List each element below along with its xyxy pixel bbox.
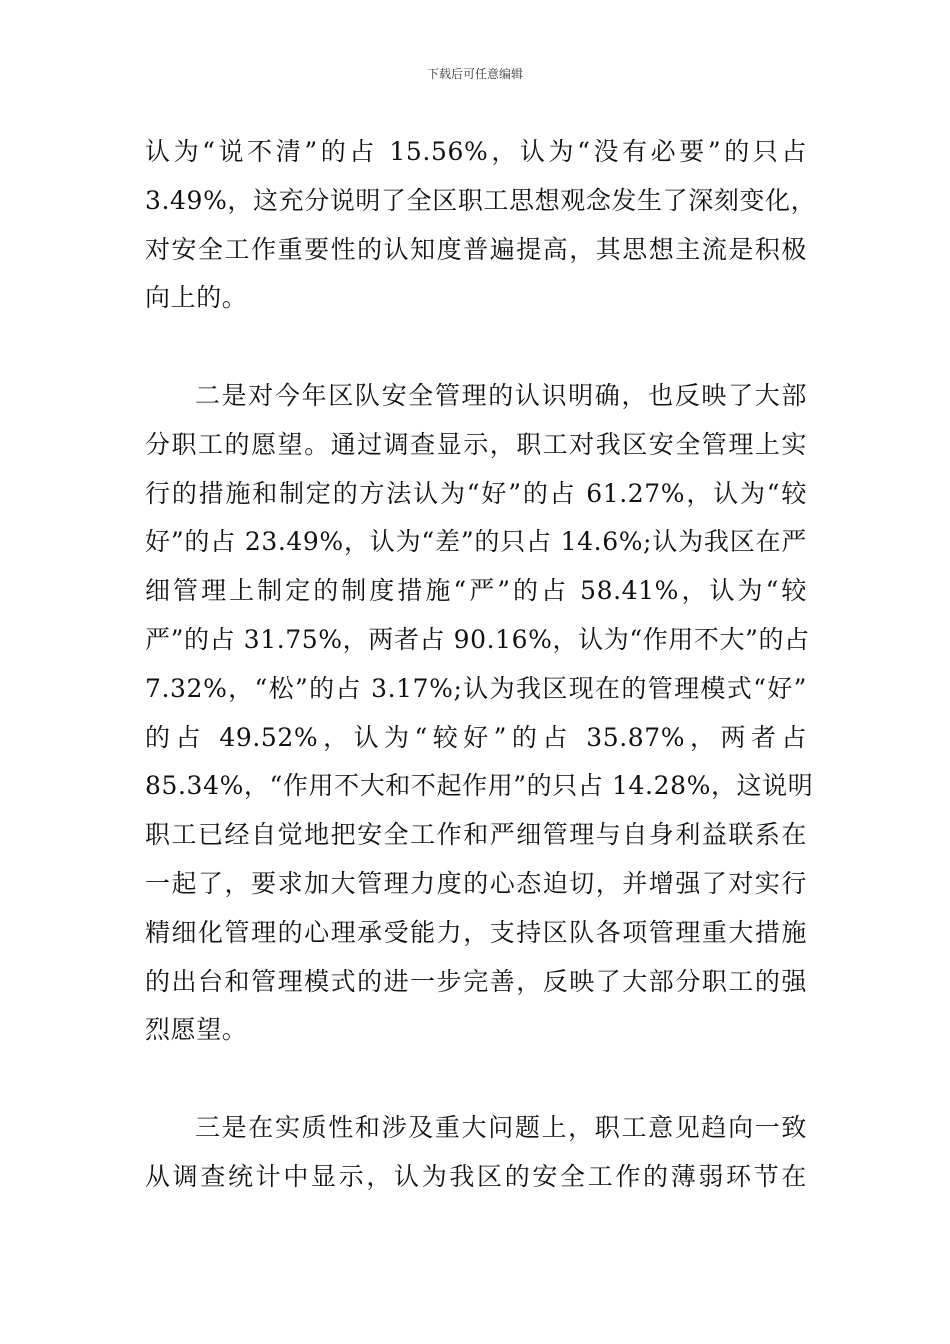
text-line: 向上的。 — [145, 283, 248, 313]
paragraph-1 — [145, 128, 817, 323]
text-line: 二是对今年区队安全管理的认识明确，也反映了大部 — [195, 380, 807, 410]
text-line: 烈愿望。 — [145, 1015, 248, 1045]
text-line: 精细化管理的心理承受能力，支持区队各项管理重大措施 — [145, 917, 807, 947]
paragraph-2 — [145, 372, 814, 1055]
text-line: 行的措施和制定的方法认为“好”的占 61.27%，认为“较 — [145, 478, 807, 508]
text-line: 一起了，要求加大管理力度的心态迫切，并增强了对实行 — [145, 868, 807, 898]
text-line: 从调查统计中显示，认为我区的安全工作的薄弱环节在 — [145, 1161, 807, 1191]
text-line: 对安全工作重要性的认知度普遍提高，其思想主流是积极 — [145, 234, 807, 264]
paragraph-3 — [145, 1104, 807, 1202]
text-line: 分职工的愿望。通过调查显示，职工对我区安全管理上实 — [145, 429, 807, 459]
text-line: 好”的占 23.49%，认为“差”的只占 14.6%;认为我区在严 — [145, 527, 807, 557]
text-line: 职工已经自觉地把安全工作和严细管理与自身利益联系在 — [145, 820, 807, 850]
text-line: 认为“说不清”的占 15.56%，认为“没有必要”的只占 — [145, 137, 807, 166]
paragraph-gap — [145, 1055, 807, 1104]
text-line: 的占 49.52%，认为“较好”的占 35.87%，两者占 — [145, 722, 807, 752]
document-body — [145, 128, 817, 1202]
text-line: 严”的占 31.75%，两者占 90.16%，认为“作用不大”的占 — [145, 624, 810, 654]
text-line: 的出台和管理模式的进一步完善，反映了大部分职工的强 — [145, 966, 807, 996]
text-line: 细管理上制定的制度措施“严”的占 58.41%，认为“较 — [145, 576, 807, 606]
paragraph-gap — [145, 323, 807, 372]
page-header: 下载后可任意编辑 — [426, 67, 523, 81]
text-line: 三是在实质性和涉及重大问题上，职工意见趋向一致 — [195, 1112, 807, 1142]
text-line: 7.32%，“松”的占 3.17%;认为我区现在的管理模式“好” — [145, 673, 807, 703]
text-line: 85.34%，“作用不大和不起作用”的只占 14.28%，这说明 — [145, 771, 814, 801]
text-line: 3.49%，这充分说明了全区职工思想观念发生了深刻变化， — [145, 185, 817, 215]
